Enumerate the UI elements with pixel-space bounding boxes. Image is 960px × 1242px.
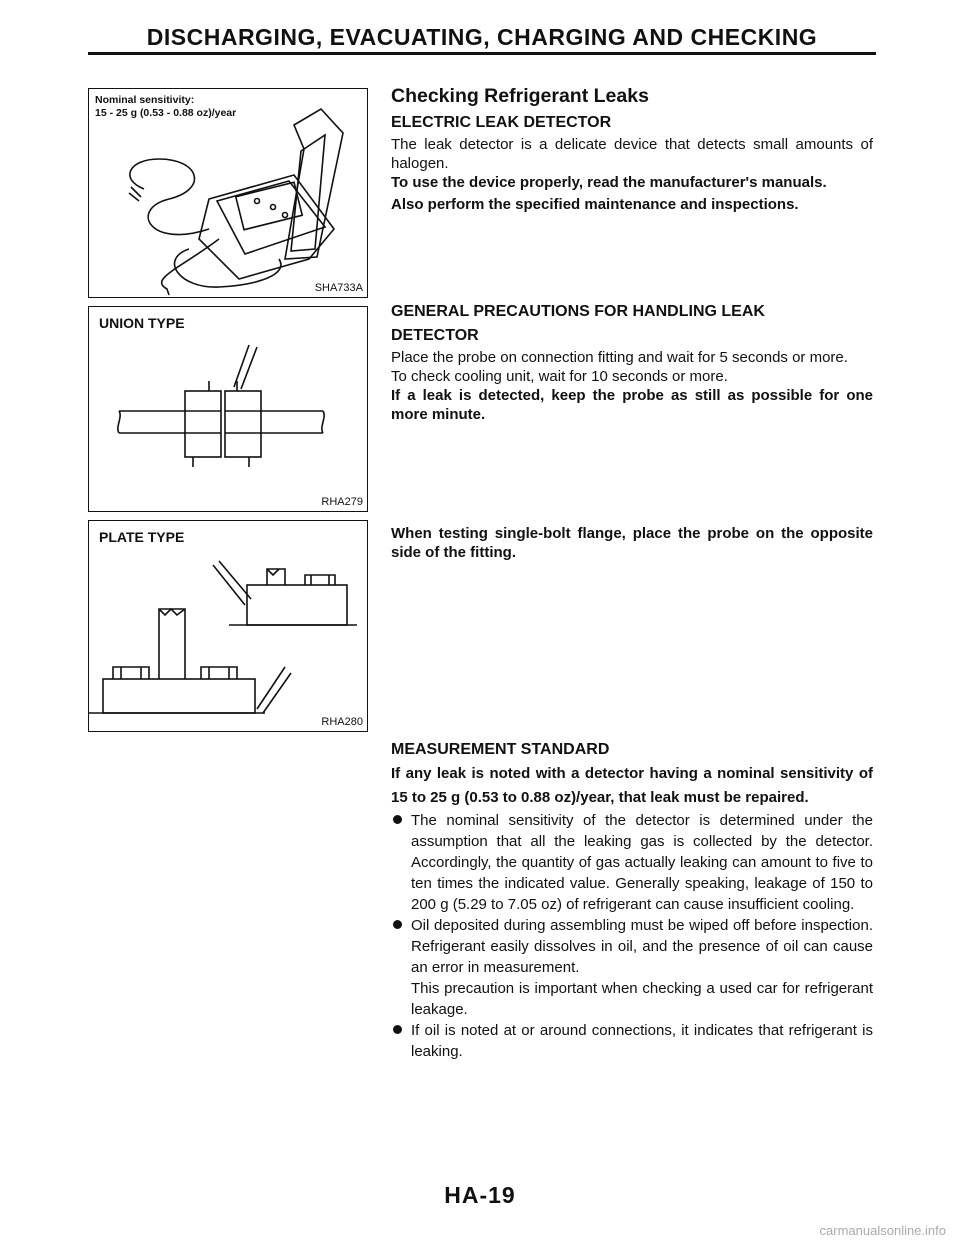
bold-paragraph: If a leak is detected, keep the probe as still as possible for one more minute. xyxy=(391,387,873,423)
figure-union-type xyxy=(88,306,368,512)
list-item xyxy=(391,810,873,915)
page-number: HA-19 xyxy=(444,1182,516,1208)
bullet-icon xyxy=(393,1025,402,1034)
figure-label: UNION TYPE xyxy=(99,315,185,331)
section-measurement-standard xyxy=(391,738,873,1062)
watermark: carmanualsonline.info xyxy=(819,1223,946,1238)
header-rule xyxy=(88,52,876,55)
figure-code: RHA279 xyxy=(321,496,363,508)
bold-paragraph: When testing single-bolt flange, place the probe on the opposite side of the fitting. xyxy=(391,525,873,561)
page-header: DISCHARGING, EVACUATING, CHARGING AND CHECKING xyxy=(146,24,818,50)
bullet-list xyxy=(391,810,873,1062)
section-title: Checking Refrigerant Leaks xyxy=(391,85,649,107)
figure-label: PLATE TYPE xyxy=(99,529,185,545)
section-general-precautions xyxy=(391,300,873,424)
list-item-text: Oil deposited during assembling must be wiped off before inspection. Refrigerant easily dissolves in oil, and the presence of oil can cause an error in measurement. xyxy=(411,917,873,976)
bold-paragraph: To use the device properly, read the manufacturer's manuals. xyxy=(391,174,827,191)
list-item xyxy=(391,1020,873,1062)
section-subtitle: ELECTRIC LEAK DETECTOR xyxy=(391,114,612,131)
union-fitting-illustration xyxy=(89,307,369,513)
plate-fitting-illustration xyxy=(89,521,369,733)
section-leak-detector xyxy=(391,84,873,214)
section-title-line1: GENERAL PRECAUTIONS FOR HANDLING LEAK xyxy=(391,303,765,320)
sensitivity-note-line2: 15 - 25 g (0.53 - 0.88 oz)/year xyxy=(95,107,237,119)
sensitivity-note xyxy=(95,94,236,120)
bold-paragraph: Also perform the specified maintenance and inspections. xyxy=(391,196,799,213)
figure-plate-type xyxy=(88,520,368,732)
list-item xyxy=(391,915,873,1020)
paragraph: Place the probe on connection fitting and wait for 5 seconds or more. xyxy=(391,349,848,366)
bold-paragraph: If any leak is noted with a detector having a nominal sensitivity of 15 to 25 g (0.53 to 0.88 oz)/year, that leak must be repaired. xyxy=(391,765,873,806)
section-title: MEASUREMENT STANDARD xyxy=(391,741,610,758)
list-item-text-extra: This precaution is important when checking a used car for refrigerant leakage. xyxy=(411,980,873,1018)
list-item-text: If oil is noted at or around connections, it indicates that refrigerant is leaking. xyxy=(411,1022,873,1060)
paragraph: To check cooling unit, wait for 10 seconds or more. xyxy=(391,368,728,385)
section-single-bolt xyxy=(391,524,873,562)
bullet-icon xyxy=(393,815,402,824)
figure-leak-detector xyxy=(88,88,368,298)
section-title-line2: DETECTOR xyxy=(391,327,479,344)
list-item-text: The nominal sensitivity of the detector is determined under the assumption that all the leaking gas is collected by the detector. Accordingly, the quantity of gas actually leaking can amount to five to ten times the indicated value. Generally speaking, leakage of 150 to 200 g (5.29 to 7.05 oz) of refrigerant can cause insufficient cooling. xyxy=(411,812,873,913)
paragraph: The leak detector is a delicate device that detects small amounts of halogen. xyxy=(391,136,873,172)
bullet-icon xyxy=(393,920,402,929)
figure-code: RHA280 xyxy=(321,716,363,728)
sensitivity-note-line1: Nominal sensitivity: xyxy=(95,94,195,106)
figure-code: SHA733A xyxy=(314,282,363,294)
leak-detector-illustration xyxy=(89,89,369,299)
